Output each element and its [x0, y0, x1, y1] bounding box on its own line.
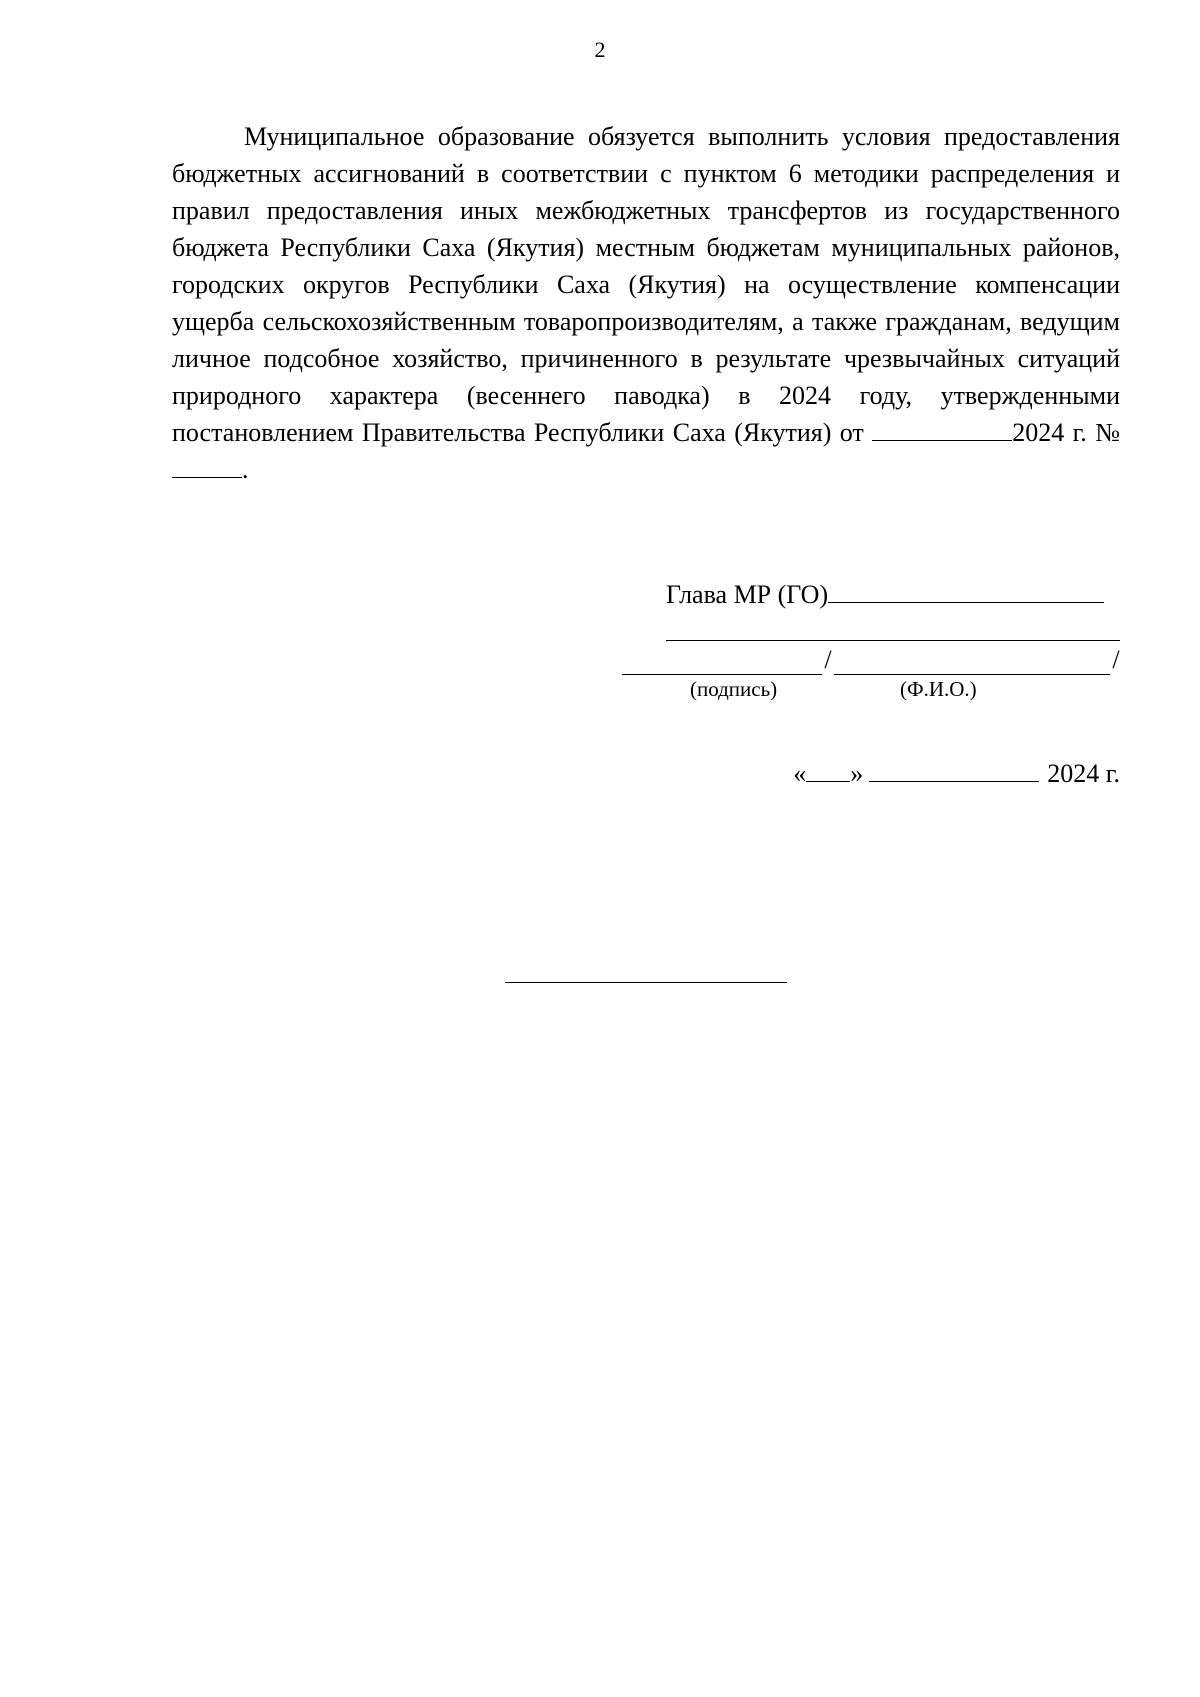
signature-extra-line [666, 640, 1120, 641]
caption-signature: (подпись) [690, 677, 778, 701]
caption-fio: (Ф.И.О.) [900, 677, 977, 701]
date-open-quote: « [793, 759, 807, 788]
date-close-quote: » [850, 759, 864, 788]
signature-row [622, 644, 1122, 676]
signature-slash-right: / [1112, 645, 1120, 674]
body-paragraph [172, 118, 1120, 488]
page-number: 2 [594, 37, 606, 62]
date-day-blank [806, 759, 850, 782]
date-month-blank [869, 759, 1039, 782]
fio-blank [834, 674, 1110, 675]
decree-number-blank [172, 455, 242, 478]
date-year: 2024 г. [1047, 759, 1120, 788]
decree-date-blank [872, 418, 1012, 441]
date-row [600, 757, 1120, 791]
decree-year-number: 2024 г. № [1012, 418, 1121, 447]
signature-title-label: Глава МР (ГО) [666, 580, 829, 609]
end-rule [505, 982, 787, 983]
signature-title-blank [828, 578, 1104, 603]
paragraph-end: . [242, 455, 249, 484]
body-text: Муниципальное образование обязуется выполнить условия предоставления бюджетных ассигнований в соответствии с пунктом 6 методики распределения и правил предоставления иных межбюджетных трансфертов из государственного бюджета Республики Саха (Якутия) местным бюджетам муниципальных районов, городских округов Республики Саха (Якутия) на осуществление компенсации ущерба сельскохозяйственным товаропроизводителям, а также гражданам, ведущим личное подсобное хозяйство, причиненного в результате чрезвычайных ситуаций природного характера (весеннего паводка) в 2024 году, утвержденными постановлением Правительства Республики Саха (Якутия) от [172, 122, 1120, 447]
signature-blank [622, 674, 822, 675]
signature-slash-left: / [824, 645, 832, 674]
signature-title-row [666, 578, 1126, 612]
